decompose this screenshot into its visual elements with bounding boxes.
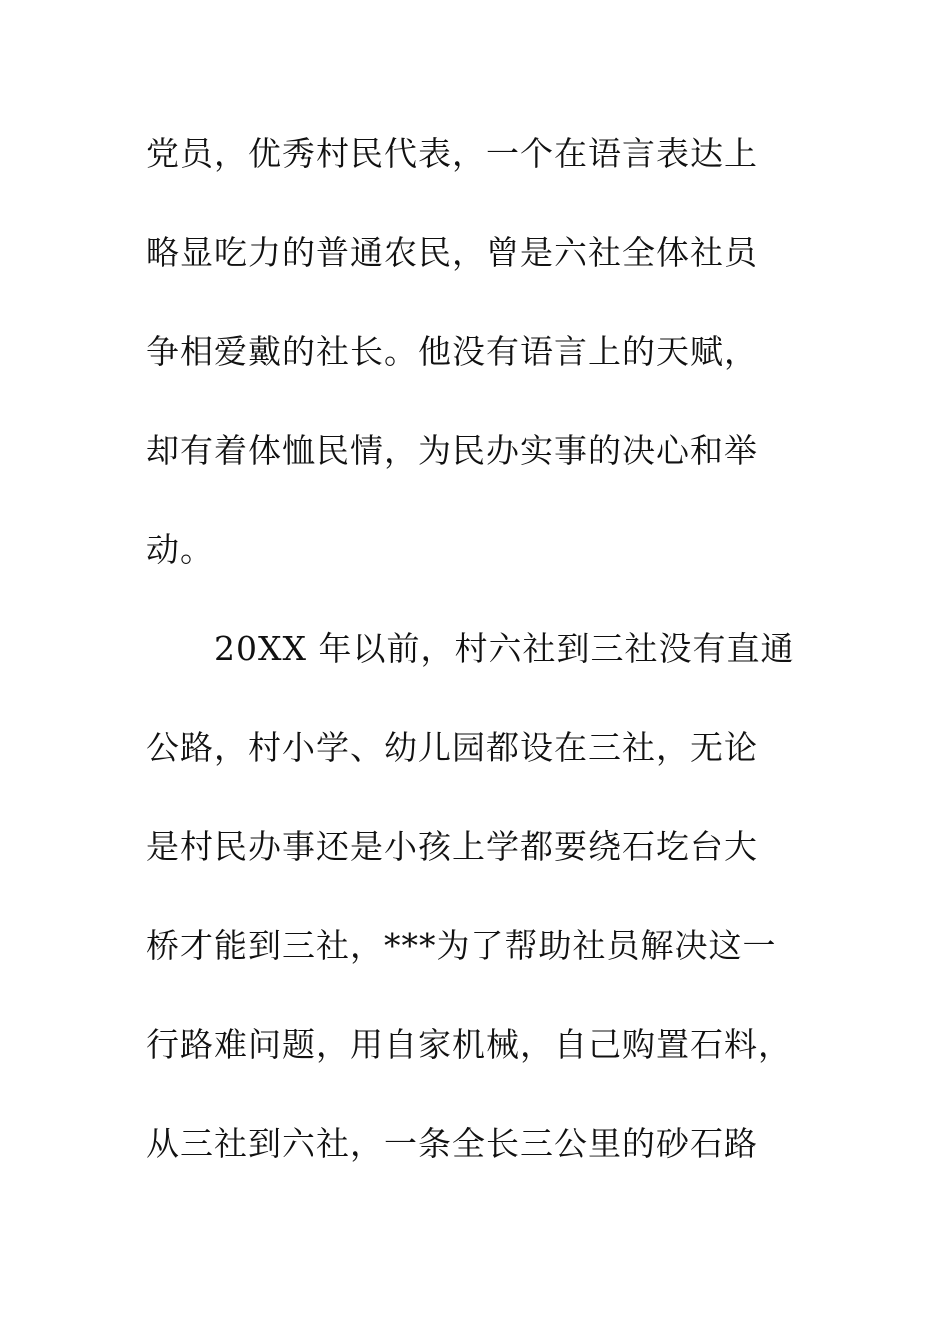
paragraph-start-line: 20XX 年以前，村六社到三社没有直通: [214, 629, 795, 668]
text-line: 动。: [146, 530, 214, 569]
text-line: 略显吃力的普通农民，曾是六社全体社员: [146, 233, 758, 272]
text-line: 党员，优秀村民代表，一个在语言表达上: [146, 134, 758, 173]
text-line: 行路难问题，用自家机械，自己购置石料，: [146, 1025, 792, 1064]
text-line: 公路，村小学、幼儿园都设在三社，无论: [146, 728, 758, 767]
text-line: 是村民办事还是小孩上学都要绕石圪台大: [146, 827, 758, 866]
text-line: 争相爱戴的社长。他没有语言上的天赋，: [146, 332, 758, 371]
body-text: [146, 124, 826, 1213]
text-line: 从三社到六社，一条全长三公里的砂石路: [146, 1124, 758, 1163]
text-line: 桥才能到三社，***为了帮助社员解决这一: [146, 926, 777, 965]
text-line: 却有着体恤民情，为民办实事的决心和举: [146, 431, 758, 470]
